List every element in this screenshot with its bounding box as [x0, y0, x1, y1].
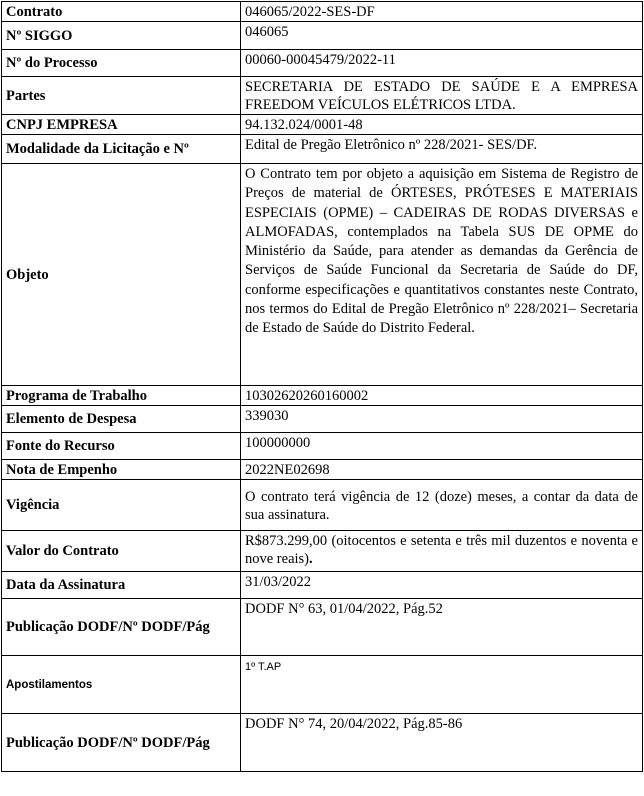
table-row: [2, 656, 643, 714]
table-row: [2, 406, 643, 433]
row-value-vigencia: [241, 480, 643, 531]
row-value-objeto: [241, 164, 643, 386]
table-row: [2, 386, 643, 406]
row-value-processo: 00060-00045479/2022-11: [241, 50, 643, 77]
row-label-programa: Programa de Trabalho: [2, 386, 241, 406]
row-label-empenho: Nota de Empenho: [2, 460, 241, 480]
row-value-modalidade: Edital de Pregão Eletrônico nº 228/2021- SES/DF.: [241, 135, 643, 164]
table-row: [2, 77, 643, 115]
table-row: [2, 531, 643, 572]
table-row: [2, 115, 643, 135]
row-label-publicacao-1: Publicação DODF/Nº DODF/Pág: [2, 599, 241, 656]
valor-text: R$873.299,00 (oitocentos e setenta e três mil duzentos e noventa e nove reais): [245, 533, 638, 567]
table-row: [2, 572, 643, 599]
row-label-apostilamentos: Apostilamentos: [2, 656, 241, 714]
row-value-publicacao-1: DODF N° 63, 01/04/2022, Pág.52: [241, 599, 643, 656]
table-row: [2, 50, 643, 77]
table-row: [2, 460, 643, 480]
row-value-valor: [241, 531, 643, 572]
row-value-contrato: 046065/2022-SES-DF: [241, 2, 643, 22]
row-value-empenho: 2022NE02698: [241, 460, 643, 480]
row-value-apostilamentos: 1º T.AP: [241, 656, 643, 714]
row-label-fonte: Fonte do Recurso: [2, 433, 241, 460]
row-value-programa: 10302620260160002: [241, 386, 643, 406]
row-value-data-assinatura: 31/03/2022: [241, 572, 643, 599]
row-value-fonte: 100000000: [241, 433, 643, 460]
row-label-modalidade: Modalidade da Licitação e Nº: [2, 135, 241, 164]
row-label-partes: Partes: [2, 77, 241, 115]
row-value-partes: SECRETARIA DE ESTADO DE SAÚDE E A EMPRESA FREEDOM VEÍCULOS ELÉTRICOS LTDA.: [241, 77, 643, 115]
row-label-vigencia: Vigência: [2, 480, 241, 531]
table-row: [2, 22, 643, 50]
row-value-cnpj: 94.132.024/0001-48: [241, 115, 643, 135]
row-label-cnpj: CNPJ EMPRESA: [2, 115, 241, 135]
valor-period: .: [309, 551, 313, 567]
row-label-elemento: Elemento de Despesa: [2, 406, 241, 433]
row-value-siggo: 046065: [241, 22, 643, 50]
table-row: [2, 135, 643, 164]
row-label-contrato: Contrato: [2, 2, 241, 22]
table-row: [2, 480, 643, 531]
row-value-elemento: 339030: [241, 406, 643, 433]
table-row: [2, 164, 643, 386]
row-label-publicacao-2: Publicação DODF/Nº DODF/Pág: [2, 714, 241, 772]
table-row: [2, 433, 643, 460]
row-label-objeto: Objeto: [2, 164, 241, 386]
table-row: [2, 599, 643, 656]
row-label-processo: Nº do Processo: [2, 50, 241, 77]
row-label-data-assinatura: Data da Assinatura: [2, 572, 241, 599]
row-value-publicacao-2: DODF N° 74, 20/04/2022, Pág.85-86: [241, 714, 643, 772]
table-row: [2, 2, 643, 22]
row-label-valor: Valor do Contrato: [2, 531, 241, 572]
vigencia-text: O contrato terá vigência de 12 (doze) meses, a contar da data de sua assinatura.: [245, 488, 638, 523]
objeto-text: O Contrato tem por objeto a aquisição em Sistema de Registro de Preços de material de ÓRTESES, PRÓTESES E MATERIAIS ESPECIAIS (OPME) – CADEIRAS DE RODAS DIVERSAS e ALMOFADAS, contemplados na Tabela SUS DE OPME do Ministério da Saúde, para atender as demandas da Gerência de Serviços de Saúde Funcional da Secretaria de Saúde do DF, conforme especificações e quantitativos constantes neste Contrato, nos termos do Edital de Pregão Eletrônico nº 228/2021– Secretaria de Estado de Saúde do Distrito Federal.: [245, 166, 638, 337]
contract-summary-table: [1, 1, 643, 772]
table-row: [2, 714, 643, 772]
row-label-siggo: Nº SIGGO: [2, 22, 241, 50]
